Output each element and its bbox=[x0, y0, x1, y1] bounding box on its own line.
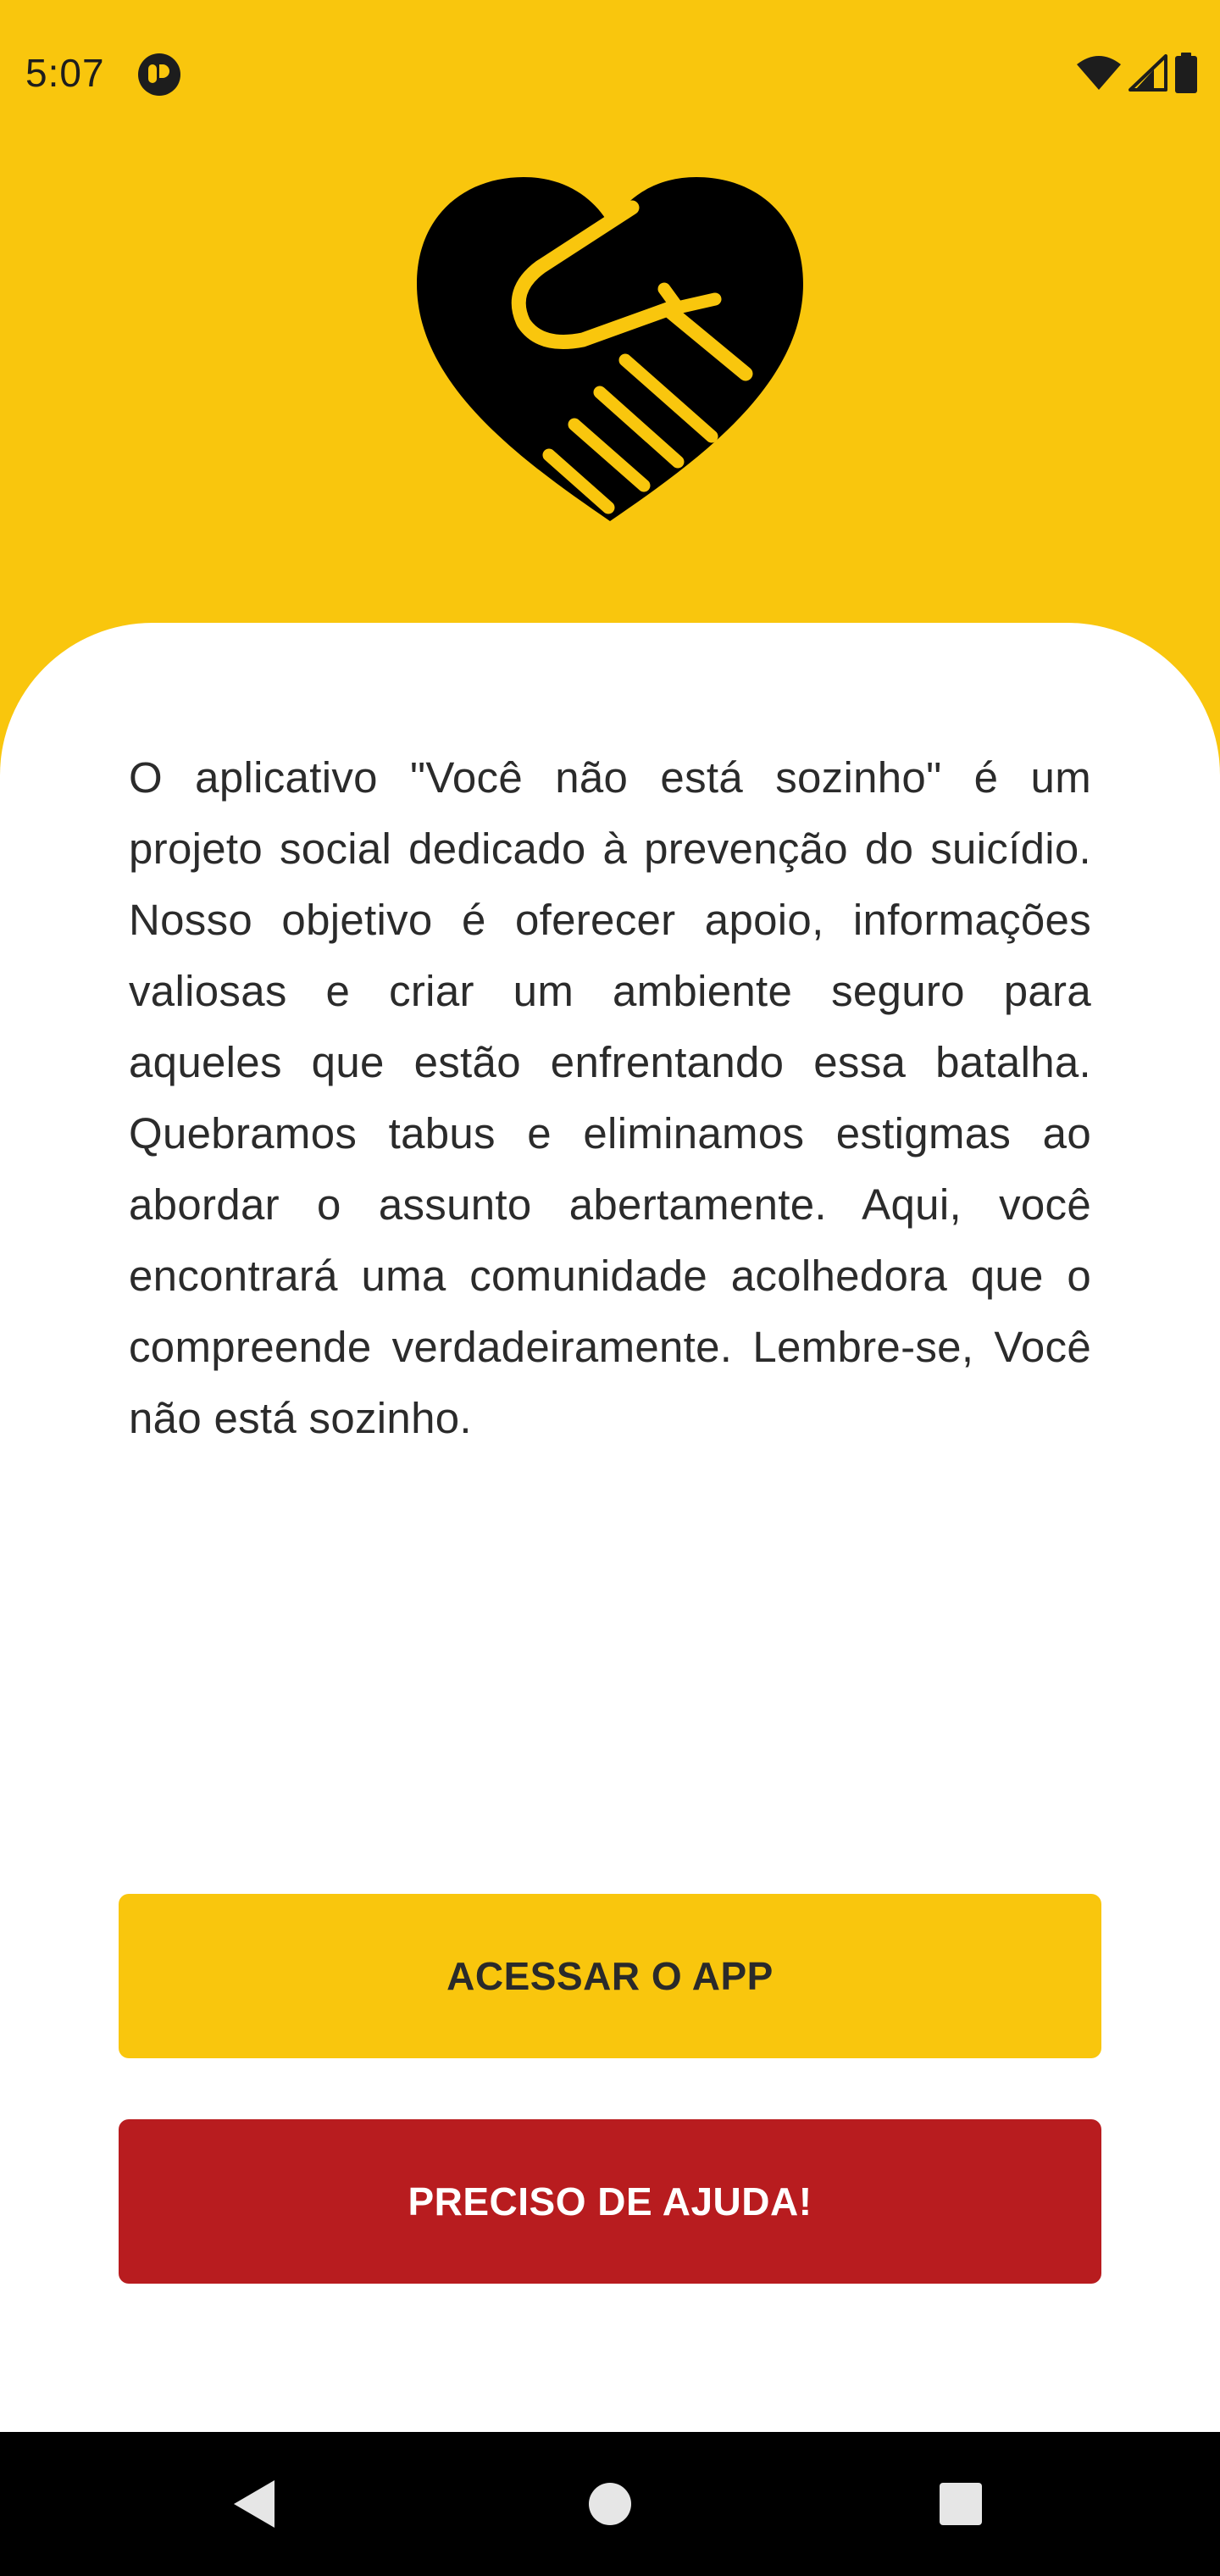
home-icon[interactable] bbox=[588, 2482, 632, 2526]
cell-signal-icon bbox=[1128, 54, 1167, 96]
wifi-icon bbox=[1076, 54, 1122, 96]
recents-icon[interactable] bbox=[939, 2482, 983, 2526]
heart-handshake-icon bbox=[413, 174, 807, 530]
status-time: 5:07 bbox=[25, 51, 105, 95]
navigation-bar bbox=[0, 2432, 1220, 2576]
app-description: O aplicativo "Você não está sozinho" é um projeto social dedicado à prevenção do suicídio. Nosso objetivo é oferecer apoio, informações valiosas e criar um ambiente seguro para aqueles que estão enfrentando essa batalha. Quebramos tabus e eliminamos estigmas ao abordar o assunto abertamente. Aqui, você encontrará uma comunidade acolhedora que o compreende verdadeiramente. Lembre-se, Você não está sozinho. bbox=[129, 753, 1091, 1442]
battery-icon bbox=[1174, 53, 1198, 97]
status-icons bbox=[1076, 53, 1198, 97]
back-icon[interactable] bbox=[230, 2477, 278, 2531]
status-bar bbox=[0, 0, 1220, 144]
access-app-button[interactable]: ACESSAR O APP bbox=[119, 1894, 1101, 2058]
need-help-button[interactable]: PRECISO DE AJUDA! bbox=[119, 2119, 1101, 2284]
app-notification-icon bbox=[137, 53, 181, 97]
